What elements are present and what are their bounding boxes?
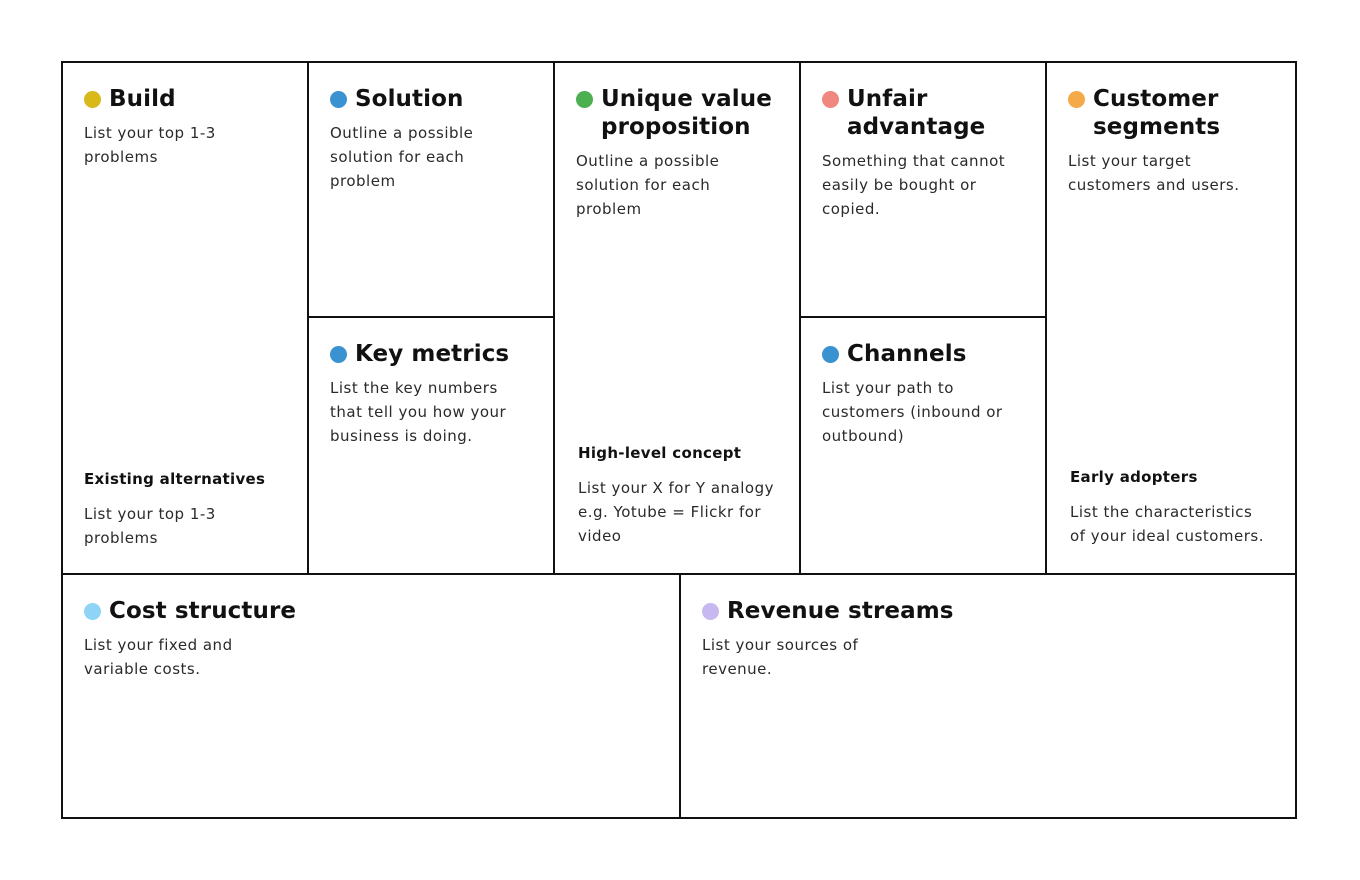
build-title: Build [109, 86, 176, 112]
key-metrics-cell[interactable] [330, 340, 540, 560]
unfair-advantage-desc-line-3: copied. [822, 200, 881, 218]
high-level-concept-desc [578, 476, 774, 548]
cost-structure-dot [84, 603, 101, 620]
customer-segments-title-line-2: segments [1093, 114, 1221, 140]
customer-segments-desc [1068, 149, 1240, 197]
build-dot [84, 91, 101, 108]
revenue-streams-title: Revenue streams [727, 598, 954, 624]
build-desc [84, 121, 216, 169]
solution-desc-line-1: Outline a possible [330, 124, 474, 142]
divider-col-3 [799, 63, 801, 573]
unfair-advantage-desc-line-2: easily be bought or [822, 176, 977, 194]
lean-canvas [61, 61, 1297, 819]
cost-structure-desc-line-2: variable costs. [84, 660, 201, 678]
uvp-desc [576, 149, 719, 221]
key-metrics-desc-line-1: List the key numbers [330, 379, 498, 397]
customer-segments-cell[interactable] [1068, 85, 1288, 565]
existing-alternatives-desc [84, 502, 216, 550]
build-header [84, 85, 176, 113]
unfair-advantage-title-line-2: advantage [847, 114, 986, 140]
revenue-streams-dot [702, 603, 719, 620]
early-adopters-title: Early adopters [1070, 468, 1198, 486]
channels-header [822, 340, 967, 368]
revenue-streams-desc-line-1: List your sources of [702, 636, 859, 654]
unfair-advantage-dot [822, 91, 839, 108]
cost-structure-header [84, 597, 296, 625]
customer-segments-title [1093, 85, 1220, 141]
high-level-concept-line-3: video [578, 527, 622, 545]
unfair-advantage-header [822, 85, 985, 141]
existing-alternatives-line-1: List your top 1-3 [84, 505, 216, 523]
high-level-concept-line-1: List your X for Y analogy [578, 479, 774, 497]
customer-segments-dot [1068, 91, 1085, 108]
divider-col-1 [307, 63, 309, 573]
channels-desc-line-3: outbound) [822, 427, 905, 445]
channels-dot [822, 346, 839, 363]
divider-row-solution [307, 316, 555, 318]
early-adopters-line-2: of your ideal customers. [1070, 527, 1264, 545]
uvp-desc-line-1: Outline a possible [576, 152, 720, 170]
solution-dot [330, 91, 347, 108]
build-desc-line-2: problems [84, 148, 158, 166]
revenue-streams-desc-line-2: revenue. [702, 660, 773, 678]
divider-col-4 [1045, 63, 1047, 573]
uvp-dot [576, 91, 593, 108]
divider-bottom-col [679, 575, 681, 817]
key-metrics-desc-line-2: that tell you how your [330, 403, 507, 421]
channels-title: Channels [847, 341, 967, 367]
customer-segments-desc-line-1: List your target [1068, 152, 1192, 170]
customer-segments-desc-line-2: customers and users. [1068, 176, 1240, 194]
key-metrics-desc-line-3: business is doing. [330, 427, 473, 445]
revenue-streams-desc [702, 633, 858, 681]
cost-structure-title: Cost structure [109, 598, 297, 624]
unfair-advantage-title-line-1: Unfair [847, 86, 928, 112]
early-adopters-desc [1070, 500, 1264, 548]
uvp-cell[interactable] [576, 85, 791, 565]
customer-segments-header [1068, 85, 1220, 141]
channels-desc [822, 376, 1003, 448]
revenue-streams-header [702, 597, 954, 625]
cost-structure-desc [84, 633, 233, 681]
divider-row-unfair [799, 316, 1047, 318]
solution-desc-line-3: problem [330, 172, 396, 190]
uvp-title-line-1: Unique value [601, 86, 772, 112]
build-desc-line-1: List your top 1-3 [84, 124, 216, 142]
uvp-title-line-2: proposition [601, 114, 751, 140]
uvp-header [576, 85, 772, 141]
high-level-concept-line-2: e.g. Yotube = Flickr for [578, 503, 762, 521]
cost-structure-desc-line-1: List your fixed and [84, 636, 233, 654]
unfair-advantage-cell[interactable] [822, 85, 1037, 305]
solution-header [330, 85, 463, 113]
uvp-title [601, 85, 772, 141]
key-metrics-dot [330, 346, 347, 363]
solution-desc-line-2: solution for each [330, 148, 465, 166]
uvp-desc-line-3: problem [576, 200, 642, 218]
solution-cell[interactable] [330, 85, 540, 305]
unfair-advantage-title [847, 85, 985, 141]
cost-structure-cell[interactable] [84, 597, 664, 807]
unfair-advantage-desc-line-1: Something that cannot [822, 152, 1006, 170]
revenue-streams-cell[interactable] [702, 597, 1282, 807]
solution-desc [330, 121, 473, 193]
solution-title: Solution [355, 86, 464, 112]
unfair-advantage-desc [822, 149, 1005, 221]
customer-segments-title-line-1: Customer [1093, 86, 1219, 112]
build-cell[interactable] [84, 85, 294, 565]
key-metrics-title: Key metrics [355, 341, 510, 367]
early-adopters-line-1: List the characteristics [1070, 503, 1253, 521]
channels-desc-line-1: List your path to [822, 379, 954, 397]
existing-alternatives-line-2: problems [84, 529, 158, 547]
divider-col-2 [553, 63, 555, 573]
key-metrics-desc [330, 376, 506, 448]
channels-cell[interactable] [822, 340, 1037, 560]
high-level-concept-title: High-level concept [578, 444, 742, 462]
channels-desc-line-2: customers (inbound or [822, 403, 1003, 421]
key-metrics-header [330, 340, 509, 368]
existing-alternatives-title: Existing alternatives [84, 470, 266, 488]
uvp-desc-line-2: solution for each [576, 176, 711, 194]
